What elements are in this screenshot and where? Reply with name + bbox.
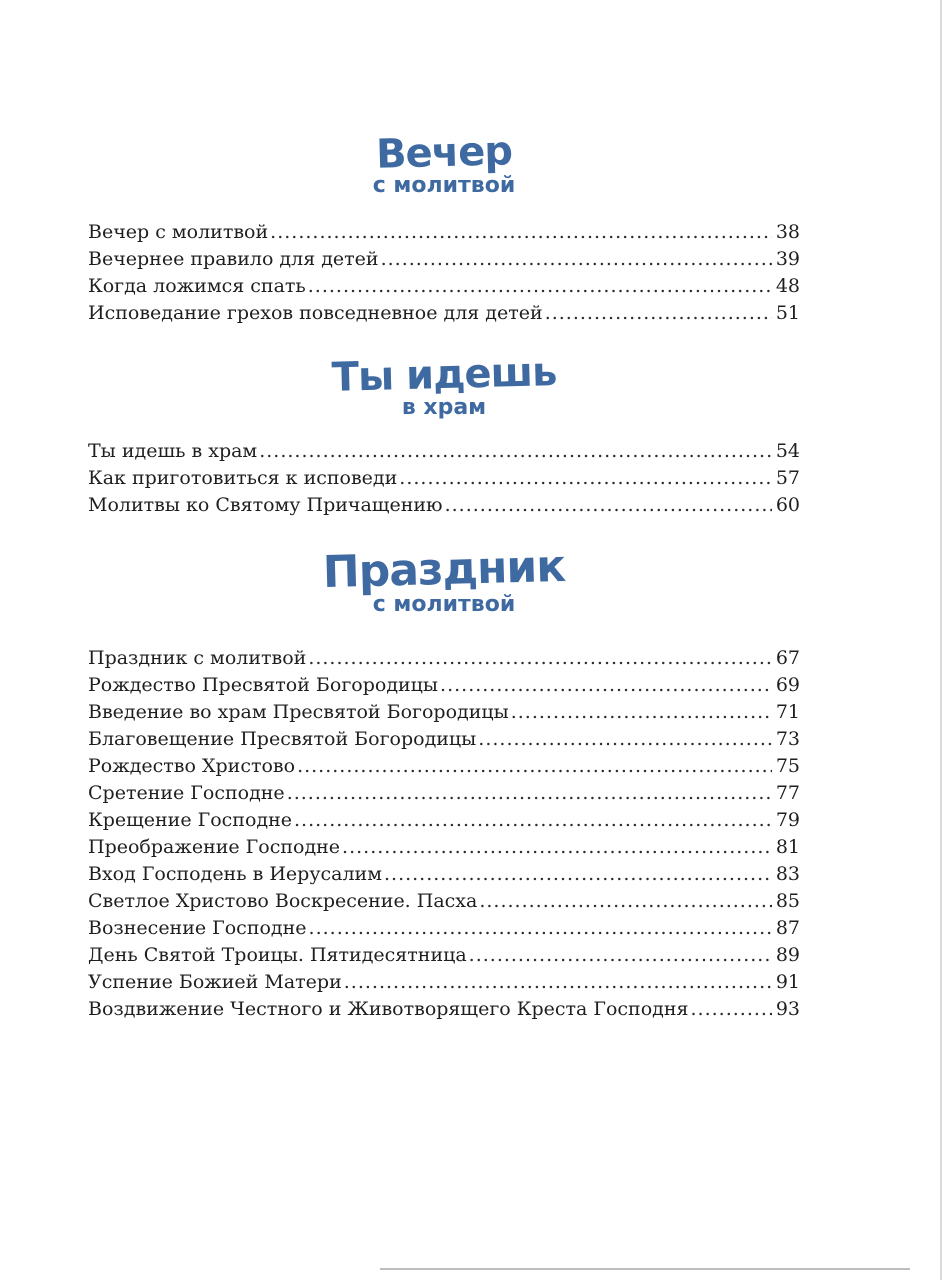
- dot-leader: [478, 726, 772, 753]
- entry-page-number: 73: [775, 728, 800, 750]
- section-evening: [88, 128, 800, 327]
- entry-page-number: 87: [775, 917, 800, 939]
- toc-entry[interactable]: [88, 300, 800, 327]
- entry-page-number: 51: [775, 302, 800, 324]
- entry-page-number: 39: [775, 248, 800, 270]
- dot-leader: [270, 219, 772, 246]
- entry-title: Вход Господень в Иерусалим: [88, 863, 382, 885]
- entry-list: [88, 219, 800, 327]
- entry-title: Сретение Господне: [88, 782, 285, 804]
- entry-title: Вознесение Господне: [88, 917, 307, 939]
- toc-entry[interactable]: [88, 465, 800, 492]
- entry-title: Преображение Господне: [88, 836, 341, 858]
- toc-entry[interactable]: [88, 645, 800, 672]
- entry-page-number: 89: [775, 944, 800, 966]
- section-heading: [88, 349, 800, 438]
- toc-entry[interactable]: [88, 672, 800, 699]
- entry-page-number: 91: [775, 971, 800, 993]
- toc-entry[interactable]: [88, 915, 800, 942]
- toc-entry[interactable]: [88, 273, 800, 300]
- entry-list: [88, 645, 800, 1023]
- entry-title: Рождество Пресвятой Богородицы: [88, 674, 439, 696]
- entry-page-number: 67: [775, 647, 800, 669]
- dot-leader: [308, 273, 772, 300]
- entry-page-number: 48: [775, 275, 800, 297]
- entry-page-number: 85: [775, 890, 800, 912]
- section-heading: [88, 128, 800, 219]
- section-church: [88, 349, 800, 519]
- entry-page-number: 69: [775, 674, 800, 696]
- toc-entry[interactable]: [88, 807, 800, 834]
- entry-page-number: 38: [775, 221, 800, 243]
- dot-leader: [309, 915, 772, 942]
- dot-leader: [545, 300, 772, 327]
- toc-entry[interactable]: [88, 219, 800, 246]
- dot-leader: [384, 861, 772, 888]
- entry-page-number: 79: [775, 809, 800, 831]
- dot-leader: [344, 969, 772, 996]
- page-bottom-edge: [380, 1268, 910, 1270]
- section-heading-sub: в храм: [401, 395, 487, 420]
- entry-title: Вечернее правило для детей: [88, 248, 379, 270]
- entry-title: Вечер с молитвой: [88, 221, 269, 243]
- entry-page-number: 54: [775, 440, 800, 462]
- toc-entry[interactable]: [88, 942, 800, 969]
- dot-leader: [287, 780, 772, 807]
- toc-entry[interactable]: [88, 726, 800, 753]
- toc-entry[interactable]: [88, 699, 800, 726]
- section-heading-sub: с молитвой: [372, 173, 516, 198]
- dot-leader: [399, 465, 772, 492]
- page-edge-shadow: [940, 0, 942, 1280]
- entry-page-number: 81: [775, 836, 800, 858]
- entry-title: Ты идешь в храм: [88, 440, 258, 462]
- entry-title: Рождество Христово: [88, 755, 296, 777]
- entry-page-number: 71: [775, 701, 800, 723]
- entry-title: Воздвижение Честного и Животворящего Креста Господня: [88, 998, 689, 1020]
- toc-entry[interactable]: [88, 492, 800, 519]
- section-heading-main: Вечер: [375, 128, 513, 178]
- dot-leader: [511, 699, 772, 726]
- section-heading: [88, 540, 800, 645]
- entry-list: [88, 438, 800, 519]
- dot-leader: [294, 807, 772, 834]
- dot-leader: [342, 834, 772, 861]
- toc-entry[interactable]: [88, 861, 800, 888]
- section-heading-main: Праздник: [322, 540, 566, 599]
- toc-entry[interactable]: [88, 996, 800, 1023]
- entry-title: Праздник с молитвой: [88, 647, 307, 669]
- entry-title: Благовещение Пресвятой Богородицы: [88, 728, 477, 750]
- section-heading-main: Ты идешь: [331, 349, 557, 401]
- entry-title: День Святой Троицы. Пятидесятница: [88, 944, 467, 966]
- toc-entry[interactable]: [88, 969, 800, 996]
- toc-entry[interactable]: [88, 888, 800, 915]
- entry-title: Как приготовиться к исповеди: [88, 467, 398, 489]
- dot-leader: [440, 672, 772, 699]
- entry-page-number: 60: [775, 494, 800, 516]
- dot-leader: [479, 888, 772, 915]
- entry-page-number: 93: [775, 998, 800, 1020]
- entry-page-number: 83: [775, 863, 800, 885]
- entry-title: Успение Божией Матери: [88, 971, 342, 993]
- toc-entry[interactable]: [88, 246, 800, 273]
- toc-entry[interactable]: [88, 438, 800, 465]
- toc-entry[interactable]: [88, 753, 800, 780]
- entry-title: Когда ложимся спать: [88, 275, 306, 297]
- toc-entry[interactable]: [88, 780, 800, 807]
- toc-entry[interactable]: [88, 834, 800, 861]
- entry-page-number: 75: [775, 755, 800, 777]
- dot-leader: [297, 753, 772, 780]
- dot-leader: [381, 246, 772, 273]
- entry-title: Крещение Господне: [88, 809, 292, 831]
- entry-page-number: 57: [775, 467, 800, 489]
- section-holiday: [88, 540, 800, 1023]
- dot-leader: [308, 645, 772, 672]
- entry-title: Введение во храм Пресвятой Богородицы: [88, 701, 509, 723]
- entry-title: Светлое Христово Воскресение. Пасха: [88, 890, 478, 912]
- dot-leader: [259, 438, 772, 465]
- dot-leader: [469, 942, 772, 969]
- section-heading-sub: с молитвой: [372, 592, 516, 617]
- dot-leader: [691, 996, 772, 1023]
- entry-title: Исповедание грехов повседневное для детей: [88, 302, 543, 324]
- entry-title: Молитвы ко Святому Причащению: [88, 494, 443, 516]
- entry-page-number: 77: [775, 782, 800, 804]
- dot-leader: [445, 492, 772, 519]
